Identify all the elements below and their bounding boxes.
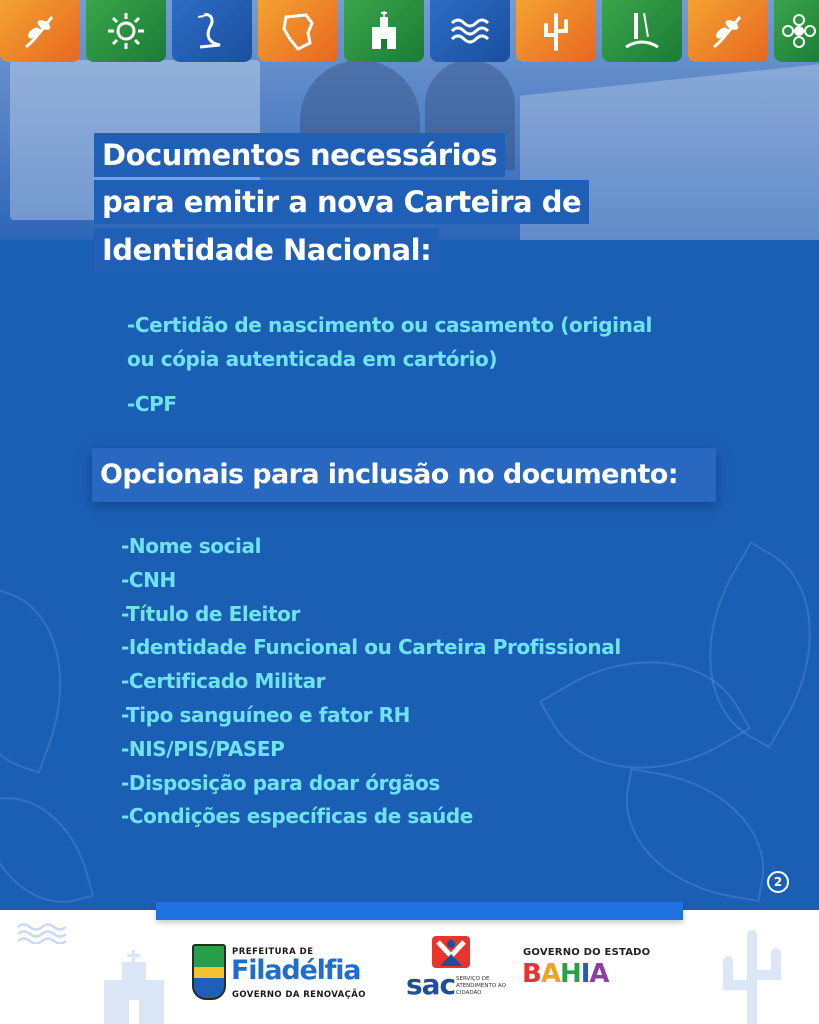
plant-icon	[18, 9, 62, 53]
bahia-prefix: GOVERNO DO ESTADO	[523, 947, 651, 958]
tile-cactus	[516, 0, 596, 62]
tile-church	[344, 0, 424, 62]
waves-icon	[448, 9, 492, 53]
filadelfia-prefix: PREFEITURA DE	[232, 947, 314, 957]
required-document-item: ou cópia autenticada em cartório)	[127, 347, 498, 371]
heron-icon	[190, 9, 234, 53]
cactus-icon	[712, 925, 792, 1024]
footer-accent-bar	[156, 902, 683, 920]
sac-emblem-icon	[430, 934, 472, 970]
optional-item: -Tipo sanguíneo e fator RH	[121, 702, 411, 727]
page-number-badge: 2	[767, 871, 789, 893]
optional-item: -CNH	[121, 567, 176, 592]
church-icon	[84, 950, 184, 1024]
required-document-item: -CPF	[127, 392, 177, 416]
tile-plant	[0, 0, 80, 62]
sac-name: sac	[406, 968, 456, 1001]
filadelfia-subtitle: GOVERNO DA RENOVAÇÃO	[232, 990, 366, 1000]
optional-item: -Disposição para doar órgãos	[121, 770, 440, 795]
bahia-letter: A	[589, 959, 609, 989]
optional-item: -Certificado Militar	[121, 669, 326, 694]
crest-icon	[192, 944, 226, 1000]
sun-icon	[104, 9, 148, 53]
optional-items-list	[121, 530, 621, 834]
optional-item: -Título de Eleitor	[121, 601, 300, 626]
plant-icon	[706, 9, 750, 53]
sac-logo	[404, 934, 504, 1002]
church-icon	[362, 9, 406, 53]
filadelfia-logo	[192, 944, 382, 1004]
bahia-letter: H	[559, 959, 581, 989]
page-title-line: Identidade Nacional:	[94, 228, 439, 272]
sac-description: SERVIÇO DE ATENDIMENTO AO CIDADÃO	[456, 976, 506, 996]
optional-section-title: Opcionais para inclusão no documento:	[92, 448, 716, 502]
tile-map	[258, 0, 338, 62]
waves-icon	[16, 922, 70, 944]
page-title-line: Documentos necessários	[94, 133, 505, 177]
bahia-logo	[520, 946, 651, 992]
filadelfia-name: Filadélfia	[231, 955, 361, 986]
optional-item: -Nome social	[121, 534, 262, 558]
required-document-item: -Certidão de nascimento ou casamento (original	[127, 313, 652, 337]
bahia-wordmark	[522, 959, 609, 989]
waterfall-icon	[620, 9, 664, 53]
tile-heron	[172, 0, 252, 62]
tile-waterfall	[602, 0, 682, 62]
bahia-letter: I	[580, 959, 590, 989]
bahia-map-icon	[276, 9, 320, 53]
header-icon-strip	[0, 0, 819, 62]
optional-item: -Identidade Funcional ou Carteira Profissional	[121, 635, 621, 660]
cactus-icon	[534, 9, 578, 53]
bahia-letter: A	[540, 959, 560, 989]
tile-plant	[688, 0, 768, 62]
flower-icon	[777, 9, 819, 53]
bahia-letter: B	[522, 959, 541, 989]
optional-item: -Condições específicas de saúde	[121, 804, 473, 829]
optional-item: -NIS/PIS/PASEP	[121, 736, 285, 761]
tile-sun	[86, 0, 166, 62]
tile-waves	[430, 0, 510, 62]
tile-flower	[774, 0, 819, 62]
page-title-line: para emitir a nova Carteira de	[94, 180, 589, 224]
